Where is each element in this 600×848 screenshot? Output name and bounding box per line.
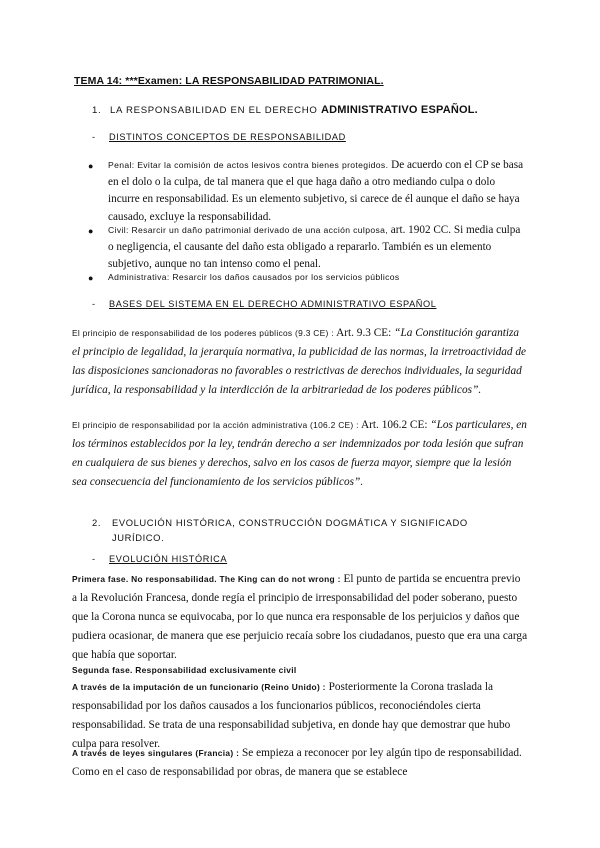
subheading-evolucion bbox=[92, 554, 227, 564]
subheading-concepts bbox=[92, 132, 346, 142]
section-label-line2: JURÍDICO. bbox=[112, 531, 165, 543]
section-heading-2 bbox=[92, 516, 532, 545]
dash-marker: - bbox=[92, 132, 96, 142]
section-number: 1. bbox=[92, 105, 102, 116]
bullet-icon: ● bbox=[88, 273, 94, 283]
subheading-label: DISTINTOS CONCEPTOS DE RESPONSABILIDAD bbox=[109, 132, 346, 142]
dash-marker: - bbox=[92, 554, 96, 564]
section-number: 2. bbox=[92, 517, 102, 528]
subheading-label: BASES DEL SISTEMA EN EL DERECHO ADMINISTRATIVO ESPAÑOL bbox=[109, 299, 437, 309]
subheading-bases bbox=[92, 299, 437, 309]
item-body: Se empieza a reconocer por ley algún tipo de responsabilidad. Como en el caso de responsabilidad por obras, de manera que se establece bbox=[72, 747, 522, 778]
phase-1-paragraph bbox=[72, 569, 528, 664]
phase-label: Segunda fase. Responsabilidad exclusivamente civil bbox=[72, 665, 297, 675]
item-label: A través de la imputación de un funcionario (Reino Unido) : bbox=[72, 682, 326, 692]
principle-accion-administrativa bbox=[72, 415, 528, 491]
phase-body: El punto de partida se encuentra previo a la Revolución Francesa, donde regía el principio de irresponsabilidad del poder soberano, puesto que la Corona nunca se equivocaba, por lo que nunca era responsable de los perjuicios y daños que pudiera ocasionar, de manera que ese perjuicio recaía sobre los ciudadanos, puesto que era una carga que había que soportar. bbox=[72, 573, 528, 661]
principle-label: El principio de responsabilidad por la acción administrativa (106.2 CE) : bbox=[72, 420, 359, 430]
principle-ref: Art. 9.3 CE: bbox=[333, 327, 395, 339]
principle-responsabilidad-poderes bbox=[72, 323, 528, 399]
bullet-item-penal bbox=[108, 156, 528, 225]
principle-ref: Art. 106.2 CE: bbox=[358, 419, 431, 431]
section-label-bold: ADMINISTRATIVO ESPAÑOL. bbox=[320, 104, 478, 116]
subheading-label: EVOLUCIÓN HISTÓRICA bbox=[109, 554, 228, 564]
bullet-icon: ● bbox=[88, 161, 94, 171]
item-body: Posteriormente la Corona traslada la responsabilidad por los daños causados a los funcionarios públicos, reconociéndoles cierta responsabilidad. Se trata de una responsabilidad subjetiva, en donde hay que demostrar que hubo culpa para resolver. bbox=[72, 681, 511, 750]
bullet-item-administrativa bbox=[108, 268, 528, 285]
bullet-item-civil bbox=[108, 221, 528, 273]
bullet-label: Penal: Evitar la comisión de actos lesivos contra bienes protegidos. bbox=[108, 160, 389, 170]
bullet-body: De acuerdo con el CP se basa en el dolo o la culpa, de tal manera que el que haga daño a otro mediando culpa o dolo incurre en responsabilidad. Es un elemento subjetivo, si carece de él aunque el daño se haya causado, excluye la responsabilidad. bbox=[108, 159, 524, 223]
bullet-icon: ● bbox=[88, 226, 94, 236]
item-francia bbox=[72, 743, 528, 781]
item-reino-unido bbox=[72, 677, 528, 753]
principle-quote: “La Constitución garantiza el principio de legalidad, la jerarquía normativa, la publicidad de las normas, la irretroactividad de las disposiciones sancionadoras no favorables o restrictivas de derechos individuales, la seguridad jurídica, la responsabilidad y la interdicción de la arbitrariedad de los poderes públicos”. bbox=[72, 327, 527, 396]
page-title: TEMA 14: ***Examen: LA RESPONSABILIDAD PATRIMONIAL. bbox=[74, 75, 384, 87]
section-heading-1 bbox=[92, 104, 478, 116]
section-label-plain: LA RESPONSABILIDAD EN EL DERECHO bbox=[110, 105, 321, 116]
phase-label: Primera fase. No responsabilidad. The King can do not wrong : bbox=[72, 574, 341, 584]
item-label: A través de leyes singulares (Francia) : bbox=[72, 748, 240, 758]
bullet-label: Civil: Resarcir un daño patrimonial derivado de una acción culposa, bbox=[108, 225, 388, 235]
section-label-line1: EVOLUCIÓN HISTÓRICA, CONSTRUCCIÓN DOGMÁTICA Y SIGNIFICADO bbox=[112, 517, 468, 528]
principle-quote: “Los particulares, en los términos establecidos por la ley, tendrán derecho a ser indemnizados por toda lesión que sufran en cualquiera de sus bienes y derechos, salvo en los casos de fuerza mayor, siempre que la lesión sea consecuencia del funcionamiento de los servicios públicos”. bbox=[72, 419, 527, 488]
principle-label: El principio de responsabilidad de los poderes públicos (9.3 CE) : bbox=[72, 328, 334, 338]
bullet-label: Administrativa: Resarcir los daños causados por los servicios públicos bbox=[108, 272, 400, 282]
dash-marker: - bbox=[92, 299, 96, 309]
bullet-body: art. 1902 CC. Si media culpa o negligencia, el causante del daño esta obligado a repararlo. También es un elemento subjetivo, aunque no tan intenso como el penal. bbox=[108, 224, 521, 271]
